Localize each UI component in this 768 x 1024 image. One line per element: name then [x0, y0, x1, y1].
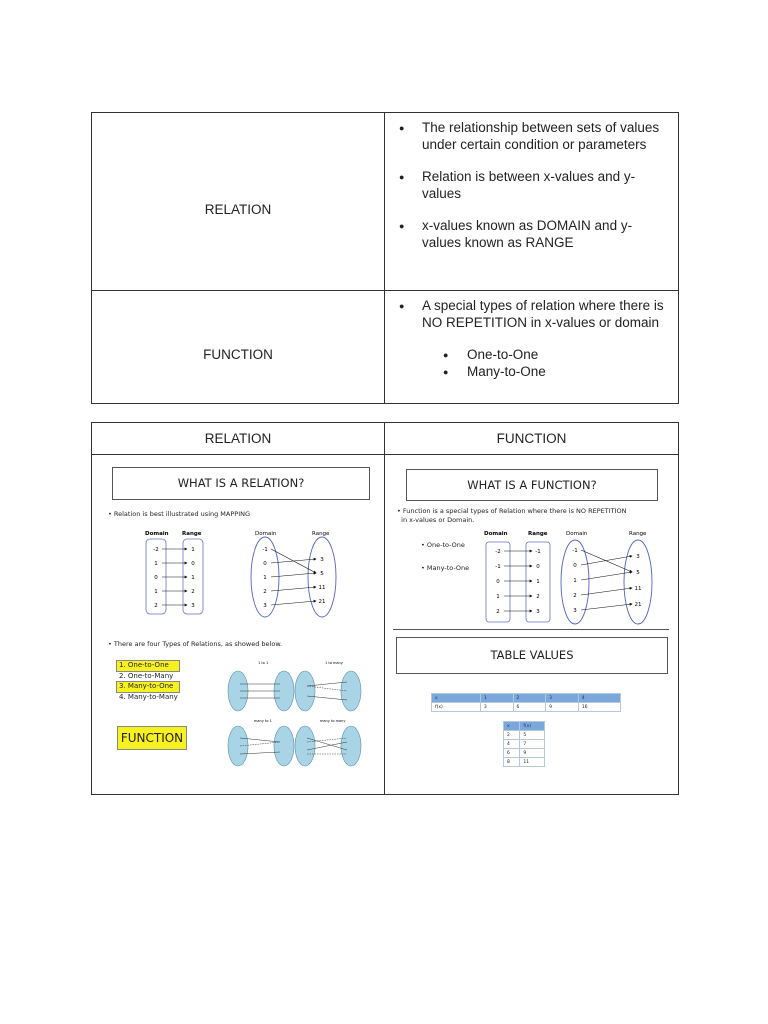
table-header-cell: x — [504, 722, 520, 731]
map-range-label: Range — [182, 531, 202, 537]
range-value: 3 — [636, 554, 640, 560]
range-oval — [308, 537, 336, 617]
table-cell: 6 — [513, 703, 546, 712]
domain-value: 1 — [496, 594, 500, 600]
relation-header-cell — [92, 423, 384, 454]
mapping-arrow — [271, 587, 316, 591]
domain-value: 2 — [263, 589, 267, 595]
one-to-one-label: • One-to-One — [421, 541, 465, 549]
map-domain-label: Domain — [255, 531, 277, 537]
relation-slide-title: WHAT IS A RELATION? — [112, 467, 370, 500]
domain-value: 1 — [154, 561, 158, 567]
range-value: 2 — [191, 589, 195, 595]
slide-divider — [393, 629, 669, 630]
table-cell: 3 — [546, 694, 579, 703]
table-cell: 3 — [480, 703, 513, 712]
domain-value: 0 — [573, 563, 577, 569]
function-intro-line1: • Function is a special types of Relation where there is NO REPETITION — [397, 507, 627, 515]
relation-term: RELATION — [204, 202, 272, 217]
function-header: FUNCTION — [496, 431, 567, 446]
function-mapping-diagrams — [385, 528, 677, 628]
range-value: 1 — [191, 547, 195, 553]
table-row — [504, 731, 545, 740]
range-value: 2 — [536, 594, 540, 600]
function-slide-title: WHAT IS A FUNCTION? — [406, 469, 658, 501]
function-bullets — [385, 298, 677, 331]
domain-value: 0 — [263, 561, 267, 567]
subbullet-item: ● Many-to-One — [385, 364, 677, 381]
domain-value: -2 — [153, 547, 159, 553]
table-cell: 9 — [546, 703, 579, 712]
domain-value: 0 — [154, 575, 158, 581]
range-value: 5 — [636, 570, 640, 576]
range-oval — [624, 540, 652, 624]
table-cell: 2 — [513, 694, 546, 703]
map-domain-label: Domain — [145, 531, 169, 537]
domain-value: 2 — [496, 609, 500, 615]
range-value: 0 — [191, 561, 195, 567]
map-range-label: Range — [629, 531, 647, 537]
diagram-label: many to many — [320, 719, 346, 723]
table-cell: 1 — [480, 694, 513, 703]
many-to-one-label: • Many-to-One — [421, 564, 470, 572]
bullet-item: ● The relationship between sets of values under certain condition or parameters — [385, 120, 667, 153]
bullet-item: ● x-values known as DOMAIN and y-values known as RANGE — [385, 218, 667, 251]
range-value: 3 — [536, 609, 540, 615]
relation-slide — [92, 455, 384, 794]
relation-mapping-diagrams — [92, 525, 384, 635]
domain-value: 3 — [263, 603, 267, 609]
types-intro: • There are four Types of Relations, as showed below. — [108, 640, 283, 648]
table-cell: f(x) — [432, 703, 481, 712]
function-definition-cell — [385, 298, 677, 403]
table-values-title: TABLE VALUES — [396, 637, 668, 674]
function-header-cell — [385, 423, 678, 454]
table-cell: 11 — [520, 758, 545, 767]
table-header-row — [504, 722, 545, 731]
table-cell: 16 — [578, 703, 620, 712]
table-row — [432, 703, 621, 712]
range-value: -1 — [535, 549, 541, 555]
types-list — [116, 660, 180, 702]
subbullet-item: ● One-to-One — [385, 347, 677, 364]
relation-term-cell — [92, 113, 384, 290]
table-row — [504, 740, 545, 749]
domain-value: -1 — [495, 564, 501, 570]
table-cell: 9 — [520, 749, 545, 758]
table-cell: 6 — [504, 749, 520, 758]
function-highlight-box: FUNCTION — [117, 726, 187, 750]
mapping-arrow — [581, 604, 632, 610]
table-cell: 2 — [504, 731, 520, 740]
type-item-highlighted: 3. Many-to-One — [116, 681, 180, 693]
range-value: 21 — [318, 599, 326, 605]
range-value: 1 — [536, 579, 540, 585]
range-value: 0 — [536, 564, 540, 570]
range-value: 21 — [634, 602, 642, 608]
range-value: 3 — [320, 557, 324, 563]
domain-value: -2 — [495, 549, 501, 555]
range-value: 11 — [318, 585, 326, 591]
bullet-item: ● Relation is between x-values and y-values — [385, 169, 667, 202]
range-value: 1 — [191, 575, 195, 581]
relation-bullets — [385, 120, 677, 251]
range-value: 3 — [191, 603, 195, 609]
table-cell: x — [432, 694, 481, 703]
type-item: 2. One-to-Many — [119, 671, 174, 680]
table-row — [504, 758, 545, 767]
relation-intro: • Relation is best illustrated using MAPPING — [108, 510, 251, 518]
mapping-arrow — [271, 601, 316, 605]
mapping-arrow — [271, 573, 316, 577]
mapping-arrow — [581, 556, 632, 565]
horizontal-values-table — [431, 693, 621, 712]
table-row — [432, 694, 621, 703]
table-header-cell: f(x) — [520, 722, 545, 731]
domain-value: 0 — [496, 579, 500, 585]
diagram-label: many to 1 — [254, 719, 272, 723]
bullet-item: ● A special types of relation where there is NO REPETITION in x-values or domain — [385, 298, 671, 331]
diagram-label: 1 to many — [325, 661, 343, 665]
map-range-label: Range — [528, 531, 548, 537]
map-domain-label: Domain — [484, 531, 508, 537]
domain-value: -1 — [572, 548, 578, 554]
relation-types-diagrams — [220, 658, 390, 768]
type-item: 4. Many-to-Many — [119, 692, 178, 701]
vertical-values-table — [503, 721, 545, 767]
function-term-cell — [92, 291, 384, 403]
domain-value: 3 — [573, 608, 577, 614]
domain-value: -1 — [262, 547, 268, 553]
slides-table — [91, 422, 679, 795]
function-term: FUNCTION — [203, 347, 273, 362]
domain-value: 1 — [573, 578, 577, 584]
table-cell: 8 — [504, 758, 520, 767]
map-range-label: Range — [312, 531, 330, 537]
relation-header: RELATION — [204, 431, 272, 446]
table-cell: 4 — [504, 740, 520, 749]
function-slide — [385, 455, 678, 794]
function-subbullets — [385, 347, 677, 380]
definitions-table — [91, 112, 679, 404]
domain-value: 2 — [154, 603, 158, 609]
table-row — [504, 749, 545, 758]
type-item-highlighted: 1. One-to-One — [116, 660, 180, 672]
relation-definition-cell — [385, 120, 677, 290]
domain-value: 2 — [573, 593, 577, 599]
table-cell: 5 — [520, 731, 545, 740]
range-value: 5 — [320, 571, 324, 577]
function-intro-line2: in x-values or Domain. — [397, 516, 475, 524]
table-cell: 7 — [520, 740, 545, 749]
diagram-label: 1 to 1 — [258, 661, 269, 665]
range-value: 11 — [634, 586, 642, 592]
domain-value: 1 — [154, 589, 158, 595]
map-domain-label: Domain — [566, 531, 588, 537]
domain-value: 1 — [263, 575, 267, 581]
table-cell: 4 — [578, 694, 620, 703]
